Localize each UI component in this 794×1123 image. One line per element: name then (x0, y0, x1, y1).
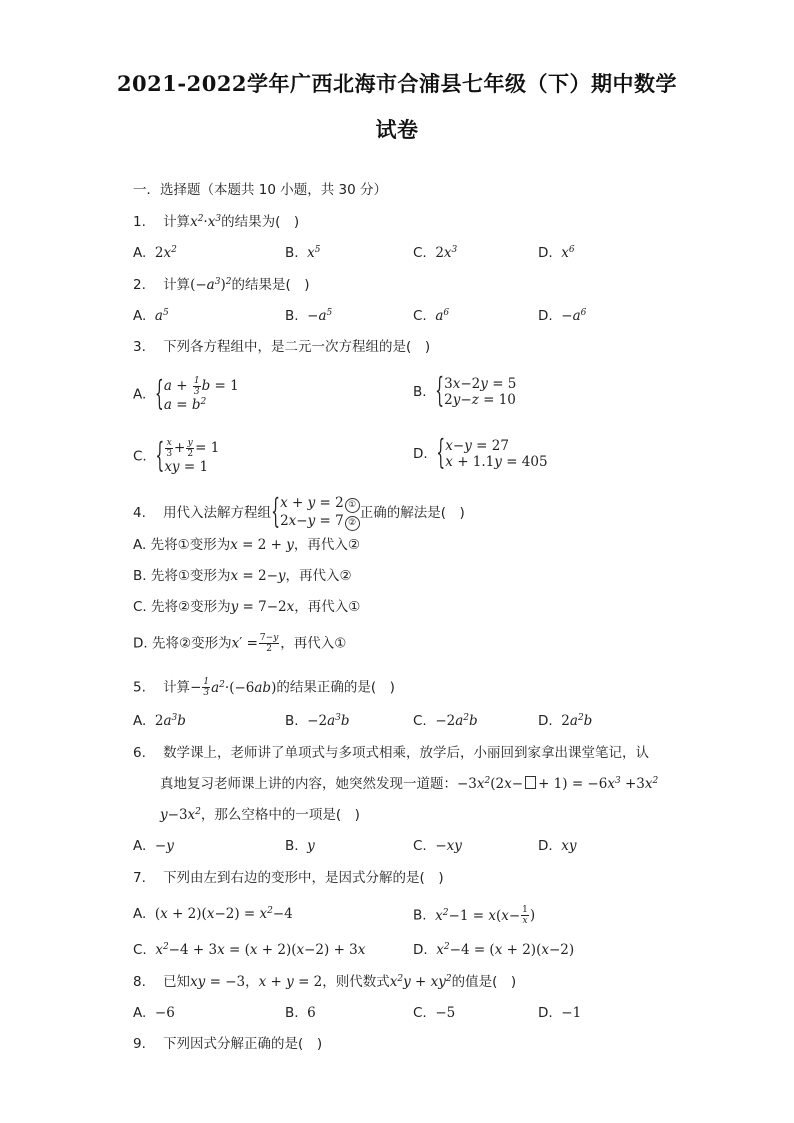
option-label: A. (133, 308, 147, 324)
option-text: 先将①变形为 (150, 568, 231, 584)
option-text: ，再代入② (285, 568, 352, 584)
option-label: B. (285, 1005, 299, 1021)
question-number: 2. (133, 277, 146, 293)
option-label: B. (285, 245, 299, 261)
option-label: D. (538, 713, 553, 729)
option-c: C. $2x^3$ (413, 245, 458, 261)
question-7 (133, 869, 444, 887)
option-d: D. $x^2-4 = (x + 2)(x-2)$ (413, 942, 575, 958)
option-label: D. (538, 1005, 553, 1021)
option-a (133, 376, 239, 413)
option-b: B. $x^2-1 = x(x-$ $\frac{1}{x}$ ) (413, 905, 536, 926)
question-number: 7. (133, 870, 146, 886)
option-c: C. $x^2-4 + 3x = (x + 2)(x-2) + 3x$ (133, 942, 366, 958)
exam-title-line1: 2021-2022学年广西北海市合浦县七年级（下）期中数学 (116, 71, 678, 96)
option-c: C. 先将②变形为y = 7−2x，再代入① (133, 599, 361, 615)
question-6-line3: $y-3x^2$，那么空格中的一项是( ) (160, 807, 360, 823)
question-4 (133, 495, 465, 531)
question-6-line1 (133, 744, 649, 762)
math-expression: $x^2\cdot x^3$ (190, 214, 222, 230)
option-label: C. (413, 245, 427, 261)
option-label: B. (285, 838, 299, 854)
option-label: D. (413, 942, 428, 958)
question-number: 8. (133, 974, 146, 990)
section-heading: 一．选择题（本题共 10 小题，共 30 分） (133, 182, 388, 198)
question-2 (133, 276, 310, 294)
question-text: 计算 (163, 277, 191, 293)
option-a: A. $a^5$ (133, 308, 169, 324)
option-d (413, 434, 548, 474)
question-number: 3. (133, 339, 146, 355)
option-label: A. (133, 1005, 147, 1021)
blank-box (525, 776, 536, 789)
option-a: A. $(x + 2)(x-2) = x^2-4$ (133, 906, 293, 922)
question-number: 1. (133, 214, 146, 230)
circled-two: ② (345, 516, 360, 531)
option-label: B. (413, 907, 427, 924)
option-value: 6 (307, 1005, 316, 1021)
option-label: C. (413, 308, 427, 324)
question-text: ，那么空格中的一项是( ) (200, 807, 360, 823)
option-label: A. (133, 838, 147, 854)
option-d: D. 先将②变形为x′ = $\frac{7-y}{2}$ ，再代入① (133, 633, 347, 654)
option-d: D. xy (538, 838, 577, 854)
option-a: A. 先将①变形为x = 2 + y，再代入② (133, 537, 360, 553)
option-label: D. (413, 446, 428, 462)
question-text: 真地复习老师课上讲的内容，她突然发现一道题： (160, 776, 457, 792)
option-c (133, 438, 219, 475)
option-b: B. 先将①变形为x = 2−y，再代入② (133, 568, 352, 584)
option-c: C. $-2a^2b$ (413, 713, 478, 729)
option-label: D. (538, 245, 553, 261)
question-text: 的值是( ) (451, 974, 517, 990)
question-text: ，则代数式 (322, 974, 390, 990)
option-b: B. $-a^5$ (285, 308, 333, 324)
option-text: 先将②变形为 (151, 599, 231, 615)
option-label: D. (538, 308, 553, 324)
option-label: C. (413, 1005, 427, 1021)
equation-system: { $\frac{x}{3}$ + $\frac{y}{2}$ = 1 xy = 1 (155, 437, 220, 476)
question-number: 9. (133, 1036, 146, 1052)
question-6-line2 (160, 775, 658, 793)
question-text: 的结果为( ) (221, 214, 300, 230)
option-d: D. $-a^6$ (538, 308, 587, 324)
option-a: A. −y (133, 838, 174, 854)
option-c: C. $a^6$ (413, 308, 450, 324)
option-label: A. (133, 906, 147, 922)
question-text: 下列由左到右边的变形中，是因式分解的是( ) (163, 870, 444, 886)
option-text: 先将②变形为 (151, 635, 232, 652)
option-label: A. (133, 386, 147, 403)
circled-one: ① (345, 498, 360, 513)
option-d: D. $x^6$ (538, 245, 575, 261)
option-label: B. (413, 384, 427, 400)
question-text: 正确的解法是( ) (359, 505, 465, 521)
option-value: −5 (435, 1005, 456, 1021)
question-number: 6. (133, 745, 146, 761)
option-b: B. $x^5$ (285, 245, 321, 261)
question-text: ， (245, 974, 259, 990)
option-d: D. $2a^2b$ (538, 713, 593, 729)
question-1 (133, 213, 299, 231)
option-b: B. $-2a^3b$ (285, 713, 350, 729)
option-label: C. (133, 448, 147, 465)
option-label: C. (133, 599, 147, 615)
equation-system: { a + $\frac{1}{3}$ b = 1 $a = b^2$ (154, 375, 239, 414)
question-text: 数学课上，老师讲了单项式与多项式相乘，放学后，小丽回到家拿出课堂笔记，认 (163, 745, 650, 761)
option-label: A. (133, 537, 147, 553)
option-value: −6 (154, 1005, 175, 1021)
question-8: 8. 已知xy = −3，x + y = 2，则代数式$x^2y + xy^2$的值是( ) (133, 974, 517, 990)
question-9 (133, 1035, 322, 1053)
equation-system: { x + y = 2 ① 2x−y = 7 ② (271, 495, 360, 531)
option-b (285, 1004, 316, 1022)
option-value: −1 (561, 1005, 582, 1021)
question-text: 计算 (163, 214, 191, 230)
equation-system: { 3x−2y = 5 2y−z = 10 (435, 372, 517, 412)
question-number: 5. (133, 679, 146, 696)
math-expression: $-3x^2(2x- + 1) = -6x^3 +3x^2$ (457, 776, 659, 792)
question-text: 计算 (163, 679, 191, 696)
option-text: 先将①变形为 (150, 537, 231, 553)
question-text: 的结果是( ) (231, 277, 310, 293)
option-label: A. (133, 713, 147, 729)
option-text: ，再代入① (280, 635, 347, 652)
option-b (413, 372, 517, 412)
option-label: C. (413, 713, 427, 729)
question-text: 下列因式分解正确的是( ) (163, 1036, 323, 1052)
option-label: D. (133, 635, 148, 652)
option-b: B. y (285, 838, 315, 854)
option-a: A. $2x^2$ (133, 245, 177, 261)
option-label: B. (133, 568, 147, 584)
option-label: B. (285, 713, 299, 729)
option-text: ，再代入② (293, 537, 360, 553)
option-d (538, 1004, 581, 1022)
option-label: A. (133, 245, 147, 261)
option-label: C. (413, 838, 427, 854)
exam-title-line2: 试卷 (375, 117, 419, 142)
option-a: A. $2a^3b$ (133, 713, 186, 729)
question-text: 已知 (163, 974, 191, 990)
option-label: B. (285, 308, 299, 324)
option-label: D. (538, 838, 553, 854)
option-text: ，再代入① (294, 599, 361, 615)
equation-system: { x−y = 27 x + 1.1y = 405 (436, 434, 548, 474)
question-text: 下列各方程组中，是二元一次方程组的是( ) (163, 339, 431, 355)
question-5: 5. 计算− $\frac{1}{3}$ $a^2\cdot(-6ab)$的结果正确的是( ) (133, 677, 395, 698)
math-expression: $(-a^3)^2$ (190, 277, 232, 293)
option-a (133, 1004, 175, 1022)
question-number: 4. (133, 505, 146, 521)
question-3 (133, 338, 430, 356)
option-label: C. (133, 942, 147, 958)
option-c: C. −xy (413, 838, 462, 854)
option-c (413, 1004, 455, 1022)
question-text: 的结果正确的是( ) (276, 679, 395, 696)
question-text: 用代入法解方程组 (163, 505, 272, 521)
